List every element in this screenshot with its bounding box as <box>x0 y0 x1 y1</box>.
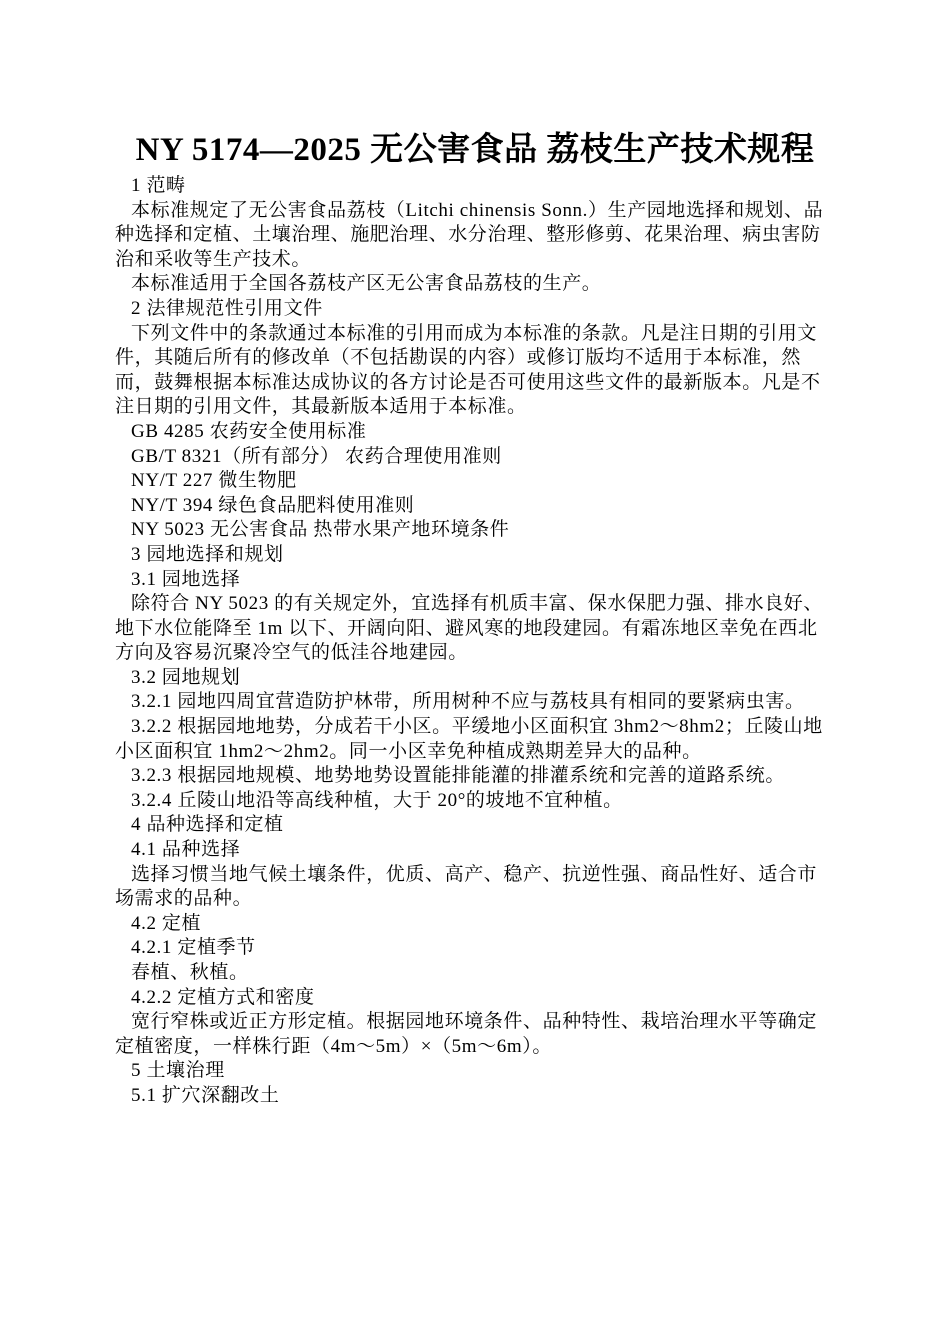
paragraph: 春植、秋植。 <box>131 962 249 983</box>
clause-heading: 4.2.2 定植方式和密度 <box>131 986 315 1008</box>
clause: 3.2.3 根据园地规模、地势地势设置能排能灌的排灌系统和完善的道路系统。 <box>131 765 785 787</box>
paragraph: 选择习惯当地气候土壤条件，优质、高产、稳产、抗逆性强、商品性好、适合市场需求的品种。 <box>115 863 818 910</box>
paragraph: 宽行窄株或近正方形定植。根据园地环境条件、品种特性、栽培治理水平等确定定植密度，一样株行距（4m～5m）×（5m～6m）。 <box>115 1011 818 1057</box>
clause: 3.2.4 丘陵山地沿等高线种植，大于 20°的坡地不宜种植。 <box>131 789 623 811</box>
paragraph: 除符合 NY 5023 的有关规定外，宜选择有机质丰富、保水保肥力强、排水良好、地下水位能降至 1m 以下、开阔向阳、避风寒的地段建园。有霜冻地区幸免在西北方向及容易沉聚冷空气的低洼谷地建园。 <box>115 593 823 664</box>
paragraph: 下列文件中的条款通过本标准的引用而成为本标准的条款。凡是注日期的引用文件，其随后所有的修改单（不包括勘误的内容）或修订版均不适用于本标准，然而，鼓舞根据本标准达成协议的各方讨论是否可使用这些文件的最新版本。凡是不注日期的引用文件，其最新版本适用于本标准。 <box>115 322 821 418</box>
paragraph: 本标准适用于全国各荔枝产区无公害食品荔枝的生产。 <box>131 273 602 295</box>
section-heading: 5 土壤治理 <box>131 1060 225 1082</box>
paragraph: 本标准规定了无公害食品荔枝（Litchi chinensis Sonn.）生产园地选择和规划、品种选择和定植、土壤治理、施肥治理、水分治理、整形修剪、花果治理、病虫害防治和采收等生产技术。 <box>115 199 824 270</box>
section-heading: 1 范畴 <box>131 175 186 196</box>
reference-item: NY 5023 无公害食品 热带水果产地环境条件 <box>131 519 510 541</box>
subsection-heading: 3.1 园地选择 <box>131 568 241 590</box>
subsection-heading: 4.1 品种选择 <box>131 839 241 861</box>
reference-item: NY/T 394 绿色食品肥料使用准则 <box>131 494 415 516</box>
subsection-heading: 3.2 园地规划 <box>131 666 241 688</box>
section-heading: 3 园地选择和规划 <box>131 543 284 565</box>
section-heading: 4 品种选择和定植 <box>131 814 284 836</box>
document-title: NY 5174—2025 无公害食品 荔枝生产技术规程 <box>135 132 815 168</box>
reference-item: NY/T 227 微生物肥 <box>131 470 297 492</box>
clause: 3.2.1 园地四周宜营造防护林带，所用树种不应与荔枝具有相同的要紧病虫害。 <box>131 691 805 713</box>
reference-item: GB/T 8321（所有部分） 农药合理使用准则 <box>131 445 502 467</box>
clause-heading: 4.2.1 定植季节 <box>131 937 256 959</box>
section-heading: 2 法律规范性引用文件 <box>131 297 323 319</box>
reference-item: GB 4285 农药安全使用标准 <box>131 420 367 442</box>
clause: 3.2.2 根据园地地势，分成若干小区。平缓地小区面积宜 3hm2～8hm2；丘陵山地小区面积宜 1hm2～2hm2。同一小区幸免种植成熟期差异大的品种。 <box>115 716 823 762</box>
subsection-heading: 4.2 定植 <box>131 912 202 934</box>
document-body <box>115 174 831 1109</box>
subsection-heading: 5.1 扩穴深翻改土 <box>131 1084 280 1106</box>
